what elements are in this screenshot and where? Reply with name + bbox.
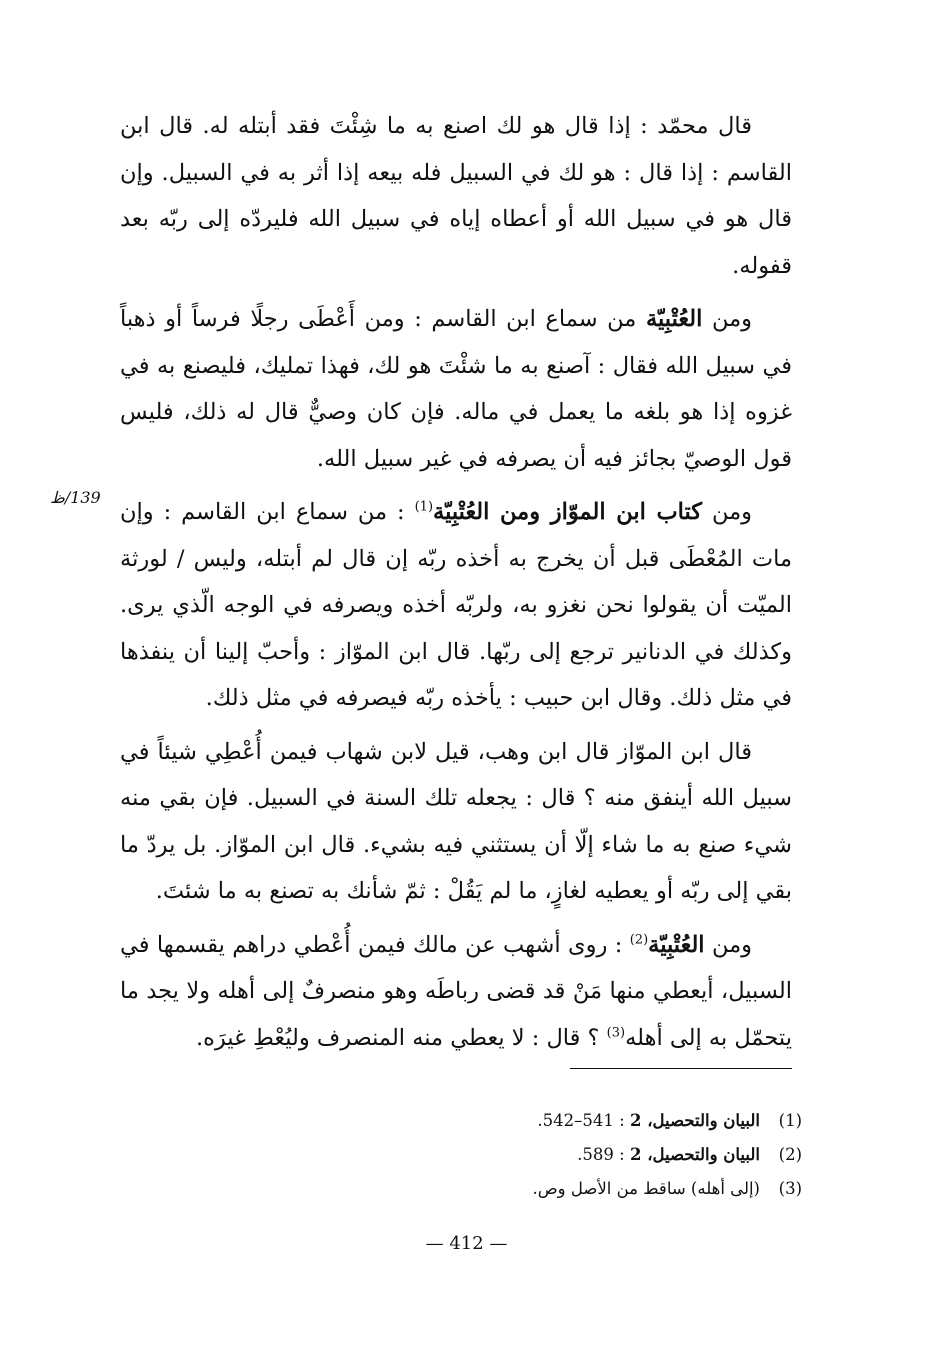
source-title: العُتْبِيّة <box>648 931 705 958</box>
footnote-reference-text: : 589. <box>577 1145 630 1164</box>
paragraph-text: ومن <box>702 499 753 525</box>
paragraph-text: : من سماع ابن القاسم : وإن مات المُعْطَى قبل أن يخرج به أخذه ربّه إن قال لم أبتله، وليس / لورثة الميّت أن يقولوا نحن نغزو به، ولربّه أخذه ويصرفه في الوجه الّذي يرى. وكذلك في الدنانير ترجع إلى ربّها. قال ابن الموّاز : وأحبّ إلينا أن ينفذها في مثل ذلك. وقال ابن حبيب : يأخذه ربّه فيصرفه في مثل ذلك. <box>120 499 792 711</box>
paragraph <box>120 103 792 289</box>
footnote-reference: (2) <box>629 932 649 947</box>
paragraph <box>120 922 792 1062</box>
paragraph-text: قال محمّد : إذا قال هو لك اصنع به ما شِئْتَ فقد أبتله له. قال ابن القاسم : إذا قال : هو لك في السبيل فله بيعه إذا أثر به في السبيل. وإن قال هو في سبيل الله أو أعطاه إياه في سبيل الله فليردّه إلى ربّه بعد قفوله. <box>120 113 792 279</box>
footnote-number: (3) <box>778 1179 802 1198</box>
footnotes-block <box>440 1104 802 1206</box>
footnote-separator-line <box>570 1068 792 1069</box>
footnote-source: البيان والتحصيل، 2 <box>629 1111 760 1130</box>
main-text-block <box>120 103 792 1068</box>
paragraph-text: ومن <box>702 306 753 332</box>
page-number: — 412 — <box>425 1233 508 1254</box>
footnote-number: (2) <box>778 1145 802 1164</box>
paragraph-text: قال ابن الموّاز قال ابن وهب، قيل لابن شهاب فيمن أُعْطِي شيئاً في سبيل الله أينفق منه ؟ قال : يجعله تلك السنة في السبيل. فإن بقي منه شيء صنع به ما شاء إلّا أن يستثني فيه بشيء. قال ابن الموّاز. بل يردّ ما بقي إلى ربّه أو يعطيه لغازٍ، ما لم يَقُلْ : ثمّ شأنك به تصنع به ما شئتَ. <box>120 738 792 904</box>
footnote-reference-text: : 541–542. <box>537 1111 630 1130</box>
manuscript-folio-marker: 139/ظ <box>50 488 101 507</box>
footnote-reference: (1) <box>414 499 434 515</box>
footnote-number: (1) <box>778 1111 802 1130</box>
paragraph-text: : روى أشهب عن مالك فيمن أُعْطي دراهم يقسمها في السبيل، أيعطي منها مَنْ قد قضى رباطَه وهو منصرفٌ إلى أهله ولا يجد ما يتحمّل به إلى أهله <box>120 931 792 1051</box>
paragraph-text: ومن <box>704 931 753 958</box>
paragraph-text: ؟ قال : لا يعطي منه المنصرف وليُعْطِ غيرَه. <box>195 1024 607 1051</box>
paragraph <box>120 489 792 722</box>
footnote-reference-text: (إلى أهله) ساقط من الأصل وص. <box>532 1179 760 1198</box>
footnote-reference: (3) <box>606 1025 626 1040</box>
footnote <box>440 1172 802 1206</box>
paragraph <box>120 729 792 915</box>
footnote-source: البيان والتحصيل، 2 <box>629 1145 760 1164</box>
paragraph <box>120 296 792 482</box>
source-title: العُتْبِيّة <box>645 306 703 332</box>
footnote <box>440 1104 802 1138</box>
paragraph-text: من سماع ابن القاسم : ومن أَعْطَى رجلًا فرساً أو ذهباً في سبيل الله فقال : آصنع به ما شئْتَ هو لك، فهذا تمليك، فليصنع به في غزوه إذا هو بلغه ما يعمل في ماله. فإن كان وصيٌّ قال له ذلك، فليس قول الوصيّ بجائز فيه أن يصرفه في غير سبيل الله. <box>120 306 792 472</box>
source-title: كتاب ابن الموّاز ومن العُتْبِيّة <box>433 499 703 525</box>
footnote <box>440 1138 802 1172</box>
